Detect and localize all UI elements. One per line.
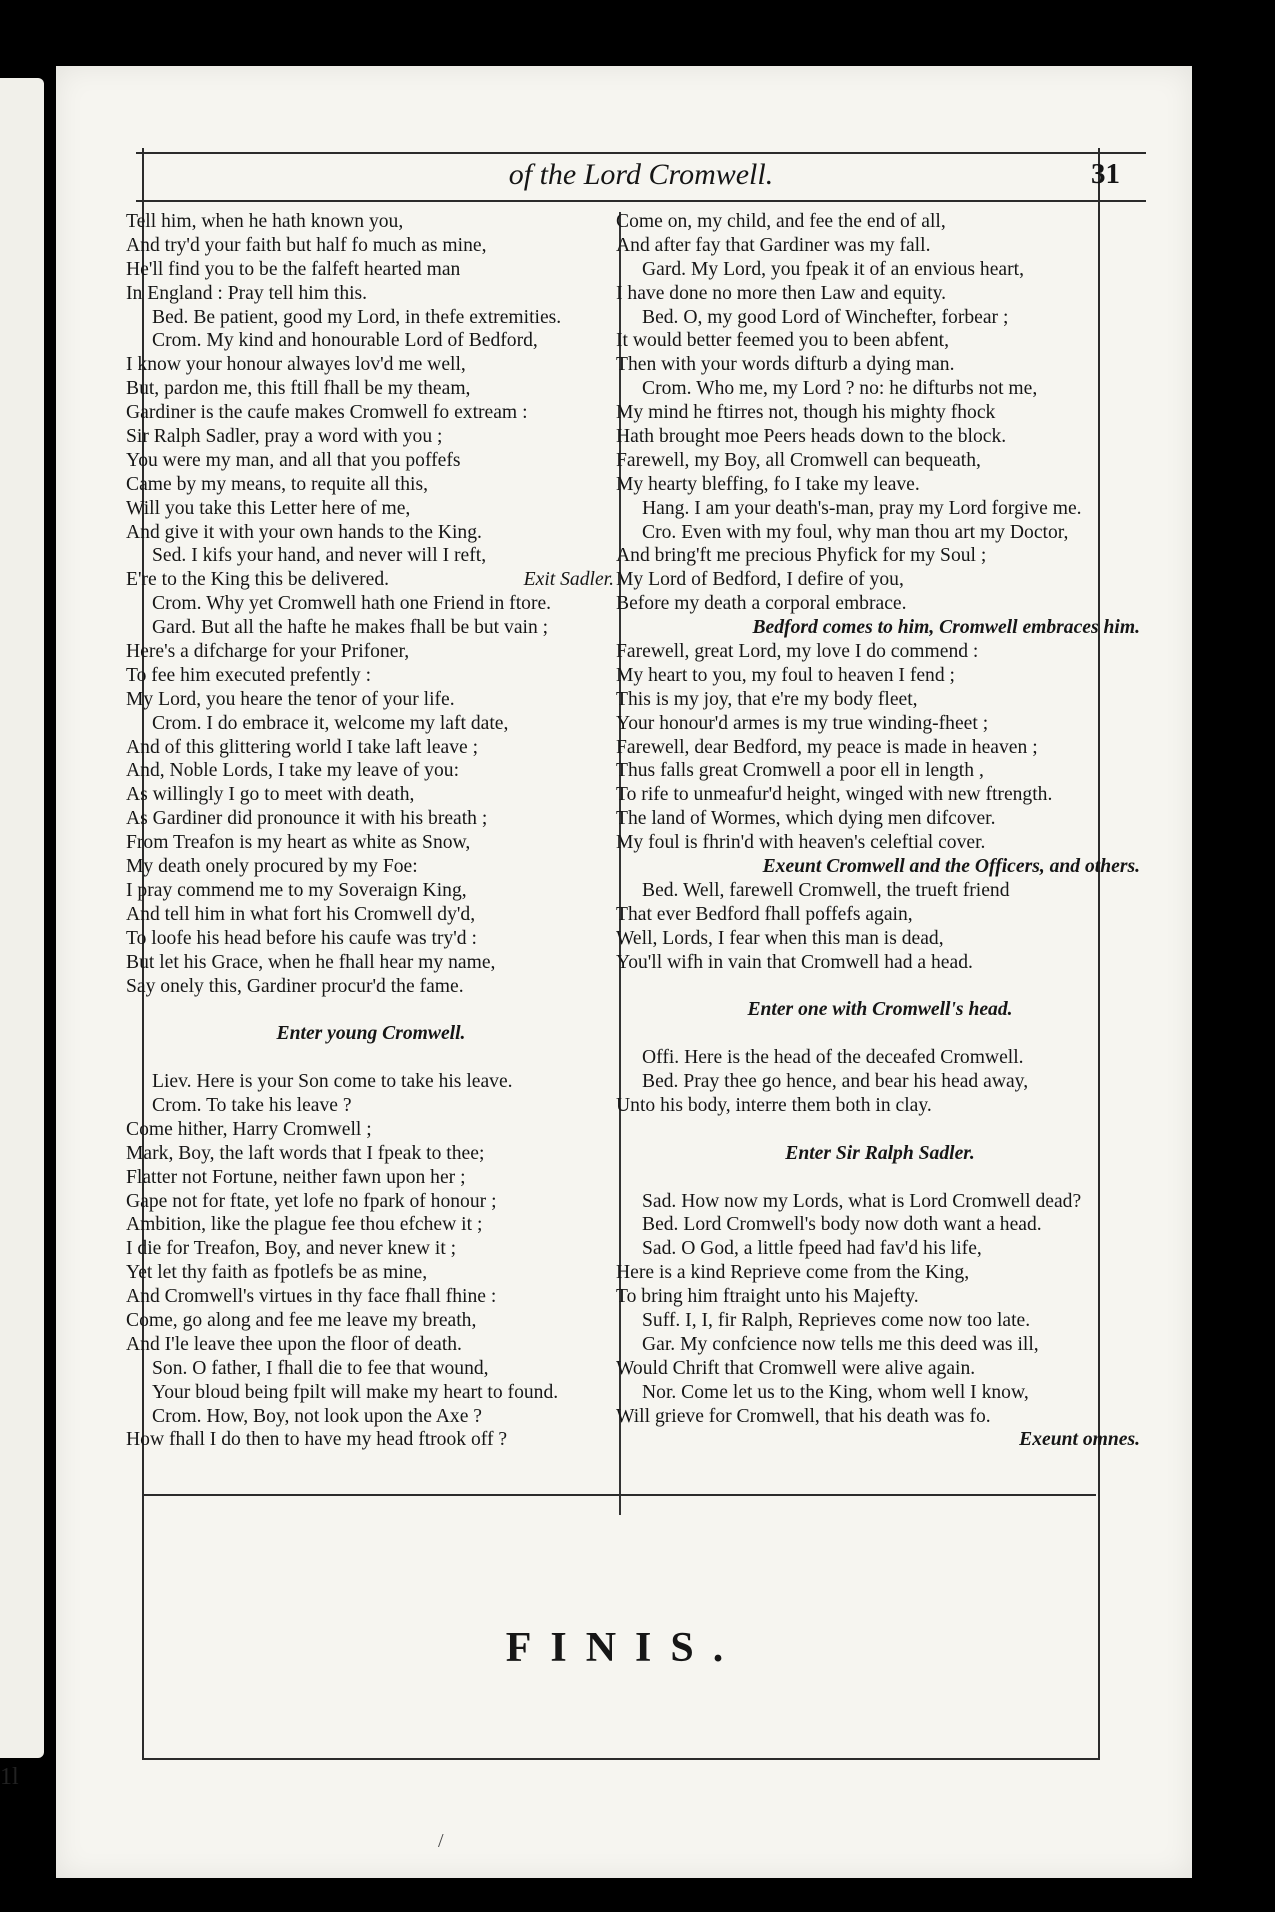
verse-line: Offi. Here is the head of the deceafed Cromwell.: [642, 1047, 1024, 1069]
verse-line: Cro. Even with my foul, why man thou art my Doctor,: [642, 521, 1069, 543]
book-page: [56, 66, 1192, 1878]
verse-line: Would Chrift that Cromwell were alive again.: [616, 1357, 976, 1379]
verse-line: As Gardiner did pronounce it with his breath ;: [126, 808, 488, 830]
verse-line: Thus falls great Cromwell a poor ell in length ,: [616, 760, 984, 782]
verse-line: Before my death a corporal embrace.: [616, 593, 907, 615]
verse-line: Well, Lords, I fear when this man is dead,: [616, 927, 944, 949]
running-head: [136, 152, 1146, 202]
verse-line: Ambition, like the plague fee thou efchew it ;: [126, 1214, 483, 1236]
verse-line: And tell him in what fort his Cromwell dy'd,: [126, 903, 476, 925]
running-title: of the Lord Cromwell.: [508, 158, 774, 191]
verse-line: Gardiner is the caufe makes Cromwell fo extream :: [126, 402, 528, 424]
verse-line: As willingly I go to meet with death,: [126, 784, 415, 806]
blank-line: [616, 1118, 1144, 1142]
verse-line: Crom. Who me, my Lord ? no: he difturbs not me,: [642, 378, 1038, 400]
stage-direction: Exeunt omnes.: [1019, 1429, 1140, 1451]
stage-direction: Exeunt Cromwell and the Officers, and others.: [762, 856, 1140, 878]
verse-line: I have done no more then Law and equity.: [616, 282, 947, 304]
verse-line: He'll find you to be the falfeft hearted man: [126, 258, 461, 280]
bottom-rule: [142, 1494, 1096, 1496]
verse-line: Sad. O God, a little fpeed had fav'd his life,: [642, 1238, 982, 1260]
stage-direction: Enter young Cromwell.: [276, 1023, 466, 1045]
verse-line: To fee him executed prefently :: [126, 664, 372, 686]
verse-line: And after fay that Gardiner was my fall.: [616, 234, 931, 256]
verse-line: Will you take this Letter here of me,: [126, 497, 411, 519]
verse-line: And bring'ft me precious Phyfick for my Soul ;: [616, 545, 987, 567]
verse-line: And of this glittering world I take laft leave ;: [126, 736, 479, 758]
verse-line: Gape not for ftate, yet lofe no fpark of honour ;: [126, 1190, 497, 1212]
verse-line: Liev. Here is your Son come to take his leave.: [152, 1071, 513, 1093]
verse-line: Crom. My kind and honourable Lord of Bedford,: [152, 330, 538, 352]
verse-line: My death onely procured by my Foe:: [126, 856, 418, 878]
verse-line: That ever Bedford fhall poffefs again,: [616, 903, 913, 925]
verse-text: E're to the King this be delivered.: [126, 569, 390, 591]
verse-line: To bring him ftraight unto his Majefty.: [616, 1286, 919, 1308]
verse-line: I die for Treafon, Boy, and never knew it ;: [126, 1238, 457, 1260]
verse-line: Mark, Boy, the laft words that I fpeak to thee;: [126, 1142, 485, 1164]
verse-line: Gard. But all the hafte he makes fhall be but vain ;: [152, 617, 549, 639]
verse-line: This is my joy, that e're my body fleet,: [616, 688, 918, 710]
verse-line: Bed. Be patient, good my Lord, in thefe extremities.: [152, 306, 562, 328]
verse-line: To rife to unmeafur'd height, winged with new ftrength.: [616, 784, 1053, 806]
verse-line: You'll wifh in vain that Cromwell had a head.: [616, 951, 973, 973]
verse-line: Flatter not Fortune, neither fawn upon her ;: [126, 1166, 466, 1188]
verse-line: My foul is fhrin'd with heaven's celeftial cover.: [616, 832, 986, 854]
stage-direction: Enter Sir Ralph Sadler.: [785, 1142, 975, 1164]
stage-direction: Enter one with Cromwell's head.: [747, 999, 1013, 1021]
verse-line: To loofe his head before his caufe was try'd :: [126, 927, 477, 949]
facing-page-fragment: 1l: [0, 1764, 19, 1790]
verse-line: Hang. I am your death's-man, pray my Lord forgive me.: [642, 497, 1082, 519]
verse-line: Here is a kind Reprieve come from the King,: [616, 1262, 970, 1284]
verse-line: And, Noble Lords, I take my leave of you:: [126, 760, 460, 782]
verse-line: Come, go along and fee me leave my breath,: [126, 1309, 477, 1331]
verse-line: It would better feemed you to been abfent,: [616, 330, 949, 352]
verse-line: My Lord of Bedford, I defire of you,: [616, 569, 904, 591]
blank-line: [616, 1022, 1144, 1046]
right-column: [616, 210, 1144, 1452]
verse-line: Farewell, dear Bedford, my peace is made in heaven ;: [616, 736, 1038, 758]
verse-line: The land of Wormes, which dying men difcover.: [616, 808, 996, 830]
facing-page-edge: [0, 78, 44, 1790]
left-column: [126, 210, 616, 1452]
verse-line: You were my man, and all that you poffefs: [126, 449, 461, 471]
page-number: 31: [1091, 158, 1120, 190]
verse-line: And try'd your faith but half fo much as mine,: [126, 234, 487, 256]
stage-direction: Exit Sadler.: [523, 569, 614, 591]
verse-line: [126, 568, 616, 592]
blank-line: [616, 1166, 1144, 1190]
verse-line: Sed. I kifs your hand, and never will I reft,: [152, 545, 487, 567]
verse-line: Unto his body, interre them both in clay.: [616, 1094, 932, 1116]
verse-line: From Treafon is my heart as white as Snow,: [126, 832, 471, 854]
verse-line: My Lord, you heare the tenor of your life.: [126, 688, 455, 710]
verse-line: Crom. How, Boy, not look upon the Axe ?: [152, 1405, 482, 1427]
verse-line: My heart to you, my foul to heaven I fend ;: [616, 664, 955, 686]
verse-line: Your bloud being fpilt will make my heart to found.: [152, 1381, 559, 1403]
verse-line: Crom. I do embrace it, welcome my laft date,: [152, 712, 509, 734]
verse-line: Gard. My Lord, you fpeak it of an envious heart,: [642, 258, 1024, 280]
verse-line: Tell him, when he hath known you,: [126, 211, 404, 232]
verse-line: But, pardon me, this ftill fhall be my theam,: [126, 378, 471, 400]
verse-line: Farewell, great Lord, my love I do commend :: [616, 641, 979, 663]
verse-line: I pray commend me to my Soveraign King,: [126, 879, 467, 901]
verse-line: But let his Grace, when he fhall hear my name,: [126, 951, 496, 973]
verse-line: Then with your words difturb a dying man.: [616, 354, 955, 376]
bottom-edge-mark: /: [438, 1830, 444, 1852]
verse-line: Come on, my child, and fee the end of all,: [616, 211, 946, 232]
verse-line: And I'le leave thee upon the floor of death.: [126, 1333, 462, 1355]
verse-line: My hearty bleffing, fo I take my leave.: [616, 473, 920, 495]
verse-line: Nor. Come let us to the King, whom well I know,: [642, 1381, 1029, 1403]
verse-line: Bed. Lord Cromwell's body now doth want a head.: [642, 1214, 1042, 1236]
verse-line: I know your honour alwayes lov'd me well,: [126, 354, 466, 376]
verse-line: Bed. Well, farewell Cromwell, the trueft friend: [642, 879, 1010, 901]
verse-line: Hath brought moe Peers heads down to the block.: [616, 426, 1007, 448]
blank-line: [126, 998, 616, 1022]
verse-line: Say onely this, Gardiner procur'd the fame.: [126, 975, 464, 997]
verse-line: In England : Pray tell him this.: [126, 282, 368, 304]
verse-line: How fhall I do then to have my head ftrook off ?: [126, 1429, 508, 1451]
finis-text: FINIS.: [505, 1625, 743, 1671]
blank-line: [126, 1046, 616, 1070]
verse-line: My mind he ftirres not, though his mighty fhock: [616, 402, 996, 424]
verse-line: Come hither, Harry Cromwell ;: [126, 1118, 372, 1140]
verse-line: Will grieve for Cromwell, that his death was fo.: [616, 1405, 991, 1427]
verse-line: Yet let thy faith as fpotlefs be as mine,: [126, 1262, 428, 1284]
stage-direction: Bedford comes to him, Cromwell embraces him.: [752, 617, 1140, 639]
verse-line: Farewell, my Boy, all Cromwell can bequeath,: [616, 449, 981, 471]
verse-line: And Cromwell's virtues in thy face fhall fhine :: [126, 1286, 497, 1308]
verse-line: Came by my means, to requite all this,: [126, 473, 429, 495]
verse-line: Crom. To take his leave ?: [152, 1094, 352, 1116]
verse-line: And give it with your own hands to the King.: [126, 521, 482, 543]
verse-line: Gar. My confcience now tells me this deed was ill,: [642, 1333, 1039, 1355]
verse-line: Crom. Why yet Cromwell hath one Friend in ftore.: [152, 593, 552, 615]
verse-line: Here's a difcharge for your Prifoner,: [126, 641, 410, 663]
verse-line: Son. O father, I fhall die to fee that wound,: [152, 1357, 489, 1379]
verse-line: Sir Ralph Sadler, pray a word with you ;: [126, 426, 443, 448]
verse-line: Bed. Pray thee go hence, and bear his head away,: [642, 1071, 1029, 1093]
verse-line: Bed. O, my good Lord of Winchefter, forbear ;: [642, 306, 1009, 328]
verse-line: Your honour'd armes is my true winding-fheet ;: [616, 712, 989, 734]
blank-line: [616, 975, 1144, 999]
verse-line: Sad. How now my Lords, what is Lord Cromwell dead?: [642, 1190, 1082, 1212]
verse-line: Suff. I, I, fir Ralph, Reprieves come now too late.: [642, 1309, 1031, 1331]
